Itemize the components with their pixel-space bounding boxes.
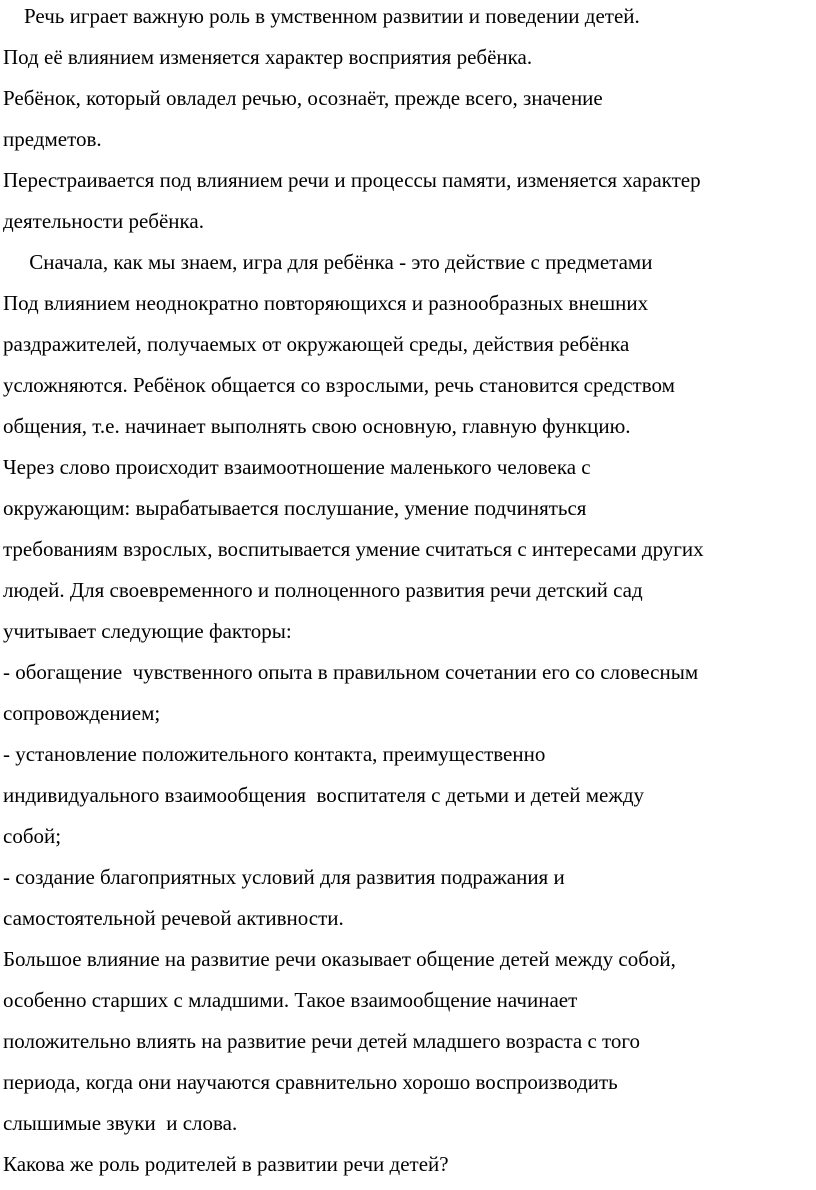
text-line: учитывает следующие факторы: <box>3 619 292 643</box>
text-line: Перестраивается под влиянием речи и процессы памяти, изменяется характер <box>3 168 701 192</box>
text-line: Через слово происходит взаимоотношение маленького человека с <box>3 455 591 479</box>
text-line: предметов. <box>3 127 102 151</box>
text-line: окружающим: вырабатывается послушание, умение подчиняться <box>3 496 587 520</box>
text-line: Под влиянием неоднократно повторяющихся и разнообразных внешних <box>3 291 649 315</box>
text-line: слышимые звуки и слова. <box>3 1111 238 1135</box>
text-line: Большое влияние на развитие речи оказывает общение детей между собой, <box>3 947 676 971</box>
text-line: людей. Для своевременного и полноценного развития речи детский сад <box>3 578 643 602</box>
text-line: особенно старших с младшими. Такое взаимообщение начинает <box>3 988 578 1012</box>
text-line: деятельности ребёнка. <box>3 209 204 233</box>
text-line: - обогащение чувственного опыта в правильном сочетании его со словесным <box>3 660 699 684</box>
text-line: Ребёнок, который овладел речью, осознаёт, прежде всего, значение <box>3 86 603 110</box>
text-line: положительно влиять на развитие речи детей младшего возраста с того <box>3 1029 641 1053</box>
text-line: - создание благоприятных условий для развития подражания и <box>3 865 565 889</box>
text-line: самостоятельной речевой активности. <box>3 906 344 930</box>
text-line: Речь играет важную роль в умственном развитии и поведении детей. <box>3 4 640 28</box>
text-line: индивидуального взаимообщения воспитателя с детьми и детей между <box>3 783 645 807</box>
text-line: Сначала, как мы знаем, игра для ребёнка - это действие с предметами <box>3 250 653 274</box>
text-line: - установление положительного контакта, преимущественно <box>3 742 546 766</box>
text-line: Какова же роль родителей в развитии речи детей? <box>3 1152 449 1176</box>
text-line: усложняются. Ребёнок общается со взрослыми, речь становится средством <box>3 373 675 397</box>
text-line: раздражителей, получаемых от окружающей среды, действия ребёнка <box>3 332 630 356</box>
text-line: собой; <box>3 824 62 848</box>
text-line: общения, т.е. начинает выполнять свою основную, главную функцию. <box>3 414 631 438</box>
text-line: требованиям взрослых, воспитывается умение считаться с интересами других <box>3 537 704 561</box>
text-line: Под её влиянием изменяется характер восприятия ребёнка. <box>3 45 533 69</box>
text-line: периода, когда они научаются сравнительно хорошо воспроизводить <box>3 1070 618 1094</box>
text-line: сопровождением; <box>3 701 161 725</box>
